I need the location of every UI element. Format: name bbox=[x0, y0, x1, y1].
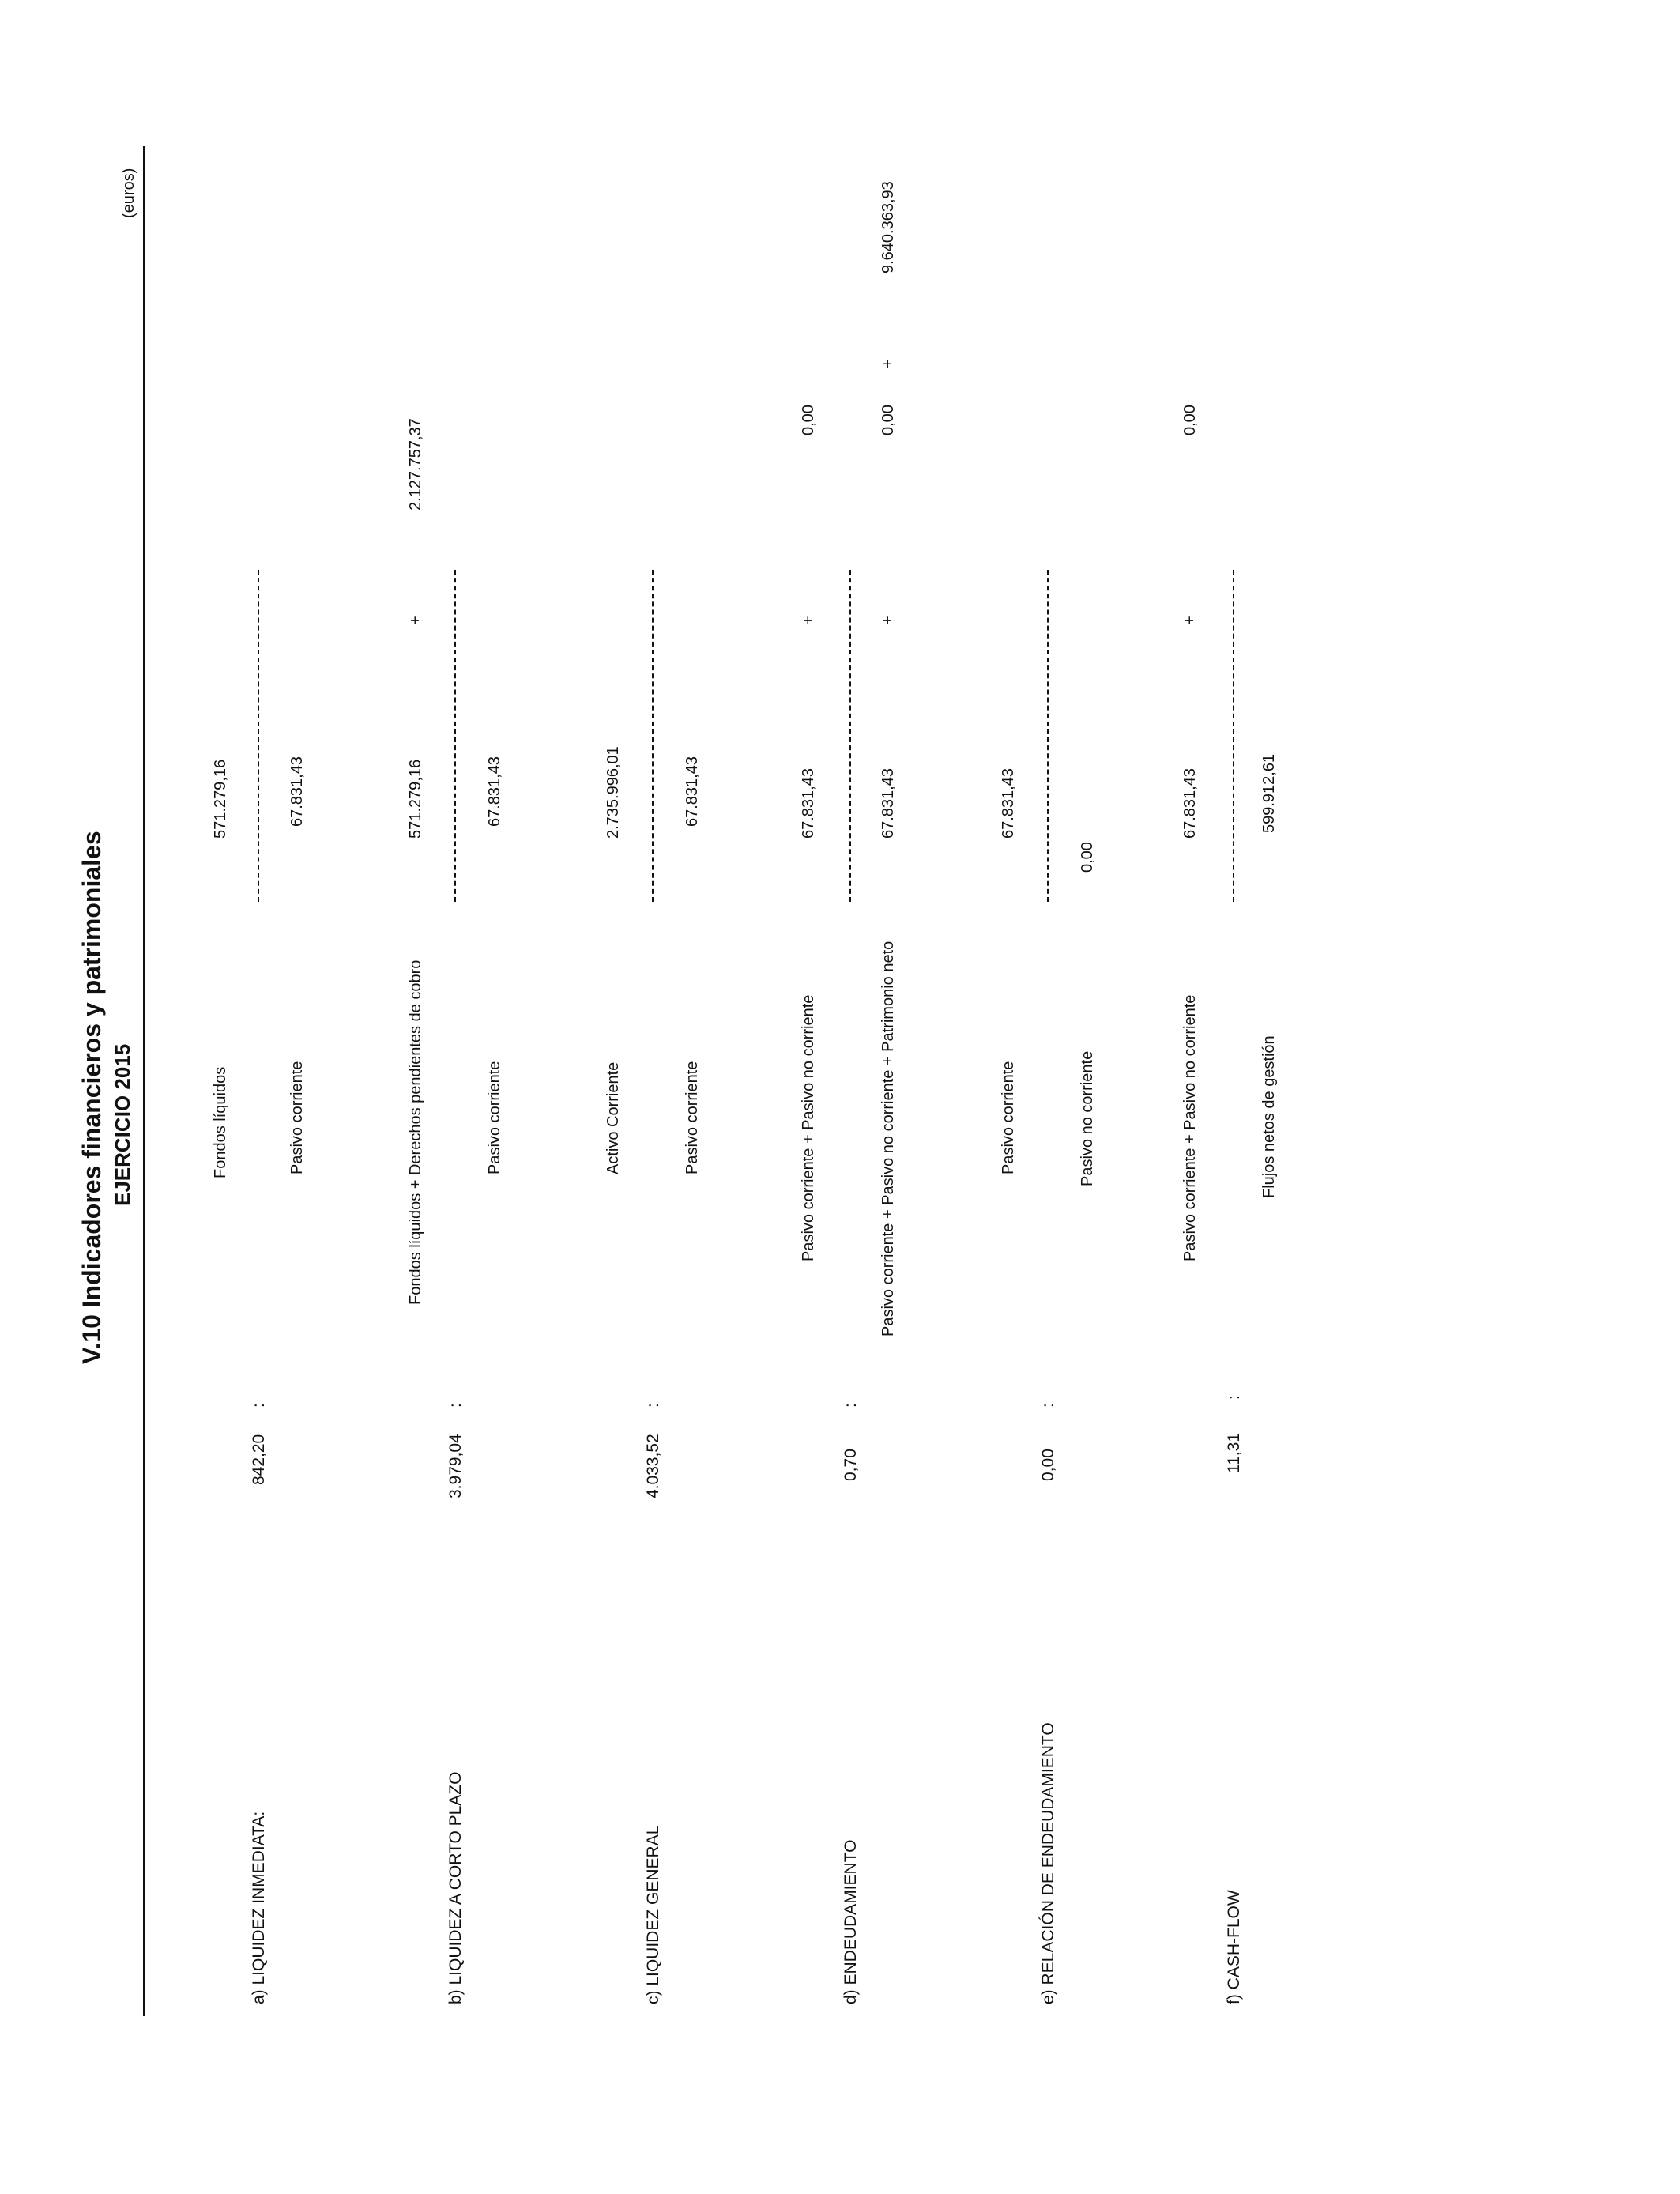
fraction-line bbox=[1233, 570, 1234, 902]
page-subtitle: EJERCICIO 2015 bbox=[111, 1043, 134, 1206]
denominator-label: Pasivo no corriente bbox=[1079, 1050, 1096, 1186]
page-title: V.10 Indicadores financieros y patrimoniales bbox=[77, 831, 106, 1364]
numerator-value: 571.279,16 bbox=[407, 759, 424, 839]
indicator-label: f) CASH-FLOW bbox=[1225, 1890, 1243, 2004]
denominator-value: 0,00 bbox=[880, 405, 897, 435]
fraction-line bbox=[258, 570, 259, 902]
indicator-label: a) LIQUIDEZ INMEDIATA: bbox=[250, 1811, 268, 2004]
units-label: (euros) bbox=[120, 168, 137, 218]
numerator-label: Pasivo corriente + Pasivo no corriente bbox=[1181, 994, 1199, 1261]
denominator-label: Pasivo corriente + Pasivo no corriente + Patrimonio neto bbox=[880, 941, 897, 1336]
numerator-value: 2.127.757,37 bbox=[407, 418, 424, 511]
denominator-value: 0,00 bbox=[1079, 842, 1096, 873]
denominator-value: 599.912,61 bbox=[1260, 753, 1278, 833]
numerator-label: Fondos líquidos + Derechos pendientes de cobro bbox=[407, 959, 424, 1305]
plus-operator: + bbox=[880, 616, 897, 625]
indicator-colon: : bbox=[1039, 1403, 1057, 1408]
denominator-label: Flujos netos de gestión bbox=[1260, 1035, 1278, 1198]
indicator-label: d) ENDEUDAMIENTO bbox=[842, 1839, 860, 2004]
indicator-label: e) RELACIÓN DE ENDEUDAMIENTO bbox=[1039, 1722, 1057, 2004]
indicator-result: 11,31 bbox=[1225, 1433, 1243, 1473]
numerator-label: Activo Corriente bbox=[605, 1061, 622, 1174]
fraction-line bbox=[849, 570, 851, 902]
denominator-value: 67.831,43 bbox=[288, 756, 306, 827]
fraction-line bbox=[454, 570, 456, 902]
numerator-value: 67.831,43 bbox=[800, 768, 817, 839]
numerator-value: 571.279,16 bbox=[212, 759, 229, 839]
indicator-result: 842,20 bbox=[250, 1434, 268, 1485]
fraction-line bbox=[652, 570, 654, 902]
numerator-label: Pasivo corriente + Pasivo no corriente bbox=[800, 994, 817, 1261]
numerator-value: 67.831,43 bbox=[1181, 768, 1199, 839]
numerator-label: Fondos líquidos bbox=[212, 1066, 229, 1178]
denominator-label: Pasivo corriente bbox=[486, 1061, 503, 1174]
plus-operator: + bbox=[407, 616, 424, 625]
numerator-value: 0,00 bbox=[800, 405, 817, 435]
indicator-colon: : bbox=[644, 1403, 662, 1408]
denominator-value: 67.831,43 bbox=[880, 768, 897, 839]
indicator-label: c) LIQUIDEZ GENERAL bbox=[644, 1825, 662, 2004]
numerator-value: 67.831,43 bbox=[1000, 768, 1017, 839]
denominator-label: Pasivo corriente bbox=[288, 1061, 306, 1174]
plus-operator: + bbox=[800, 616, 817, 625]
plus-operator: + bbox=[880, 359, 897, 368]
indicator-colon: : bbox=[1225, 1395, 1243, 1400]
denominator-value: 67.831,43 bbox=[684, 756, 701, 827]
indicator-colon: : bbox=[446, 1403, 465, 1408]
indicator-result: 0,70 bbox=[842, 1449, 860, 1481]
denominator-label: Pasivo corriente bbox=[684, 1061, 701, 1174]
numerator-label: Pasivo corriente bbox=[1000, 1061, 1017, 1174]
numerator-value: 0,00 bbox=[1181, 405, 1199, 435]
plus-operator: + bbox=[1181, 616, 1199, 625]
indicator-label: b) LIQUIDEZ A CORTO PLAZO bbox=[446, 1771, 465, 2004]
indicator-colon: : bbox=[842, 1403, 860, 1408]
fraction-line bbox=[1047, 570, 1049, 902]
indicator-result: 3.979,04 bbox=[446, 1434, 465, 1498]
header-rule bbox=[143, 146, 145, 2016]
denominator-value: 9.640.363,93 bbox=[880, 181, 897, 273]
indicator-result: 0,00 bbox=[1039, 1449, 1057, 1481]
indicator-result: 4.033,52 bbox=[644, 1434, 662, 1498]
indicator-colon: : bbox=[250, 1403, 268, 1408]
numerator-value: 2.735.996,01 bbox=[605, 746, 622, 839]
denominator-value: 67.831,43 bbox=[486, 756, 503, 827]
